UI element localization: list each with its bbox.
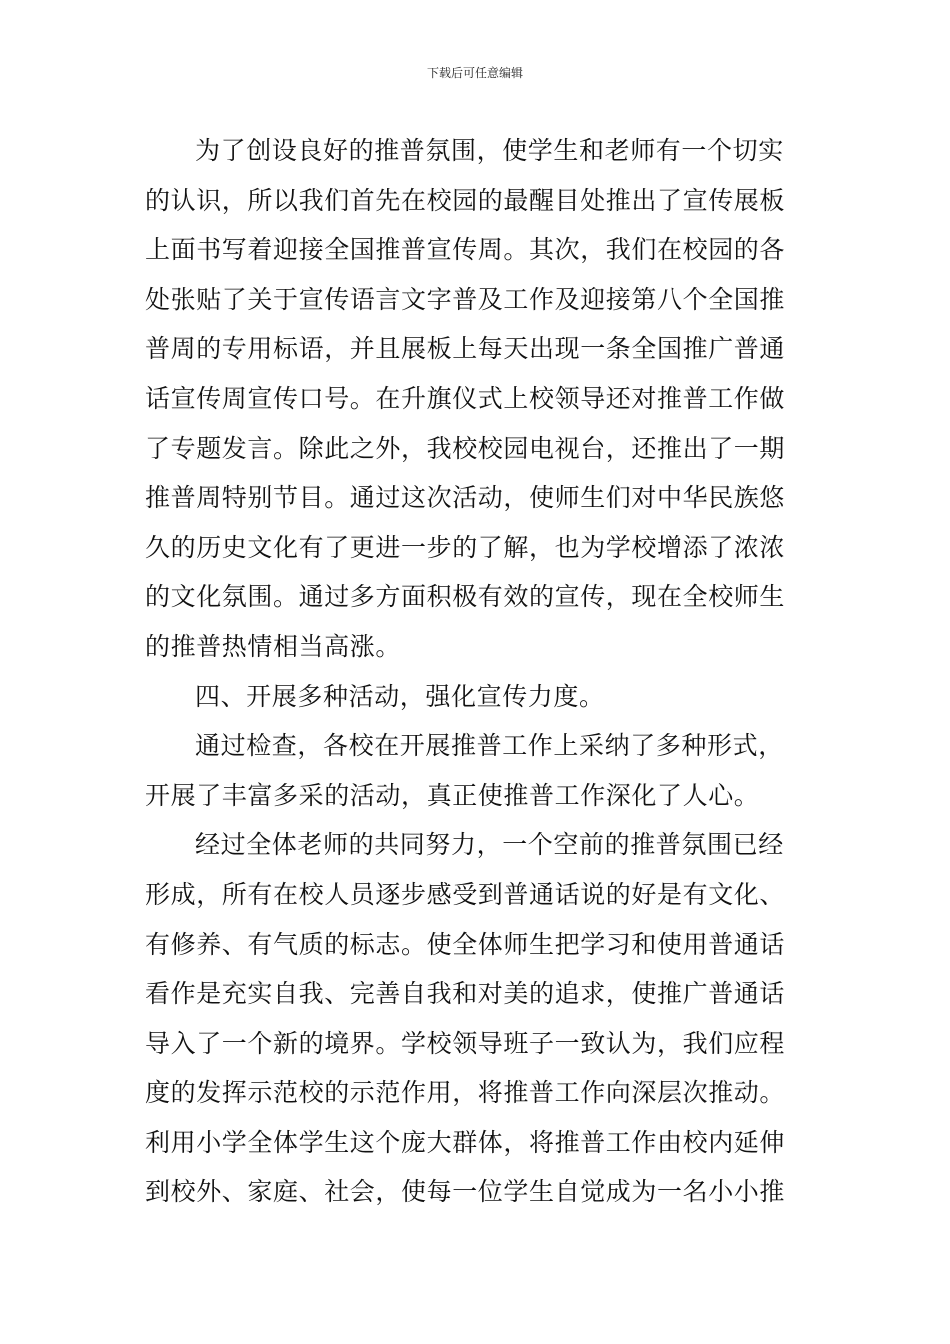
section-heading: 四、开展多种活动，强化宣传力度。 (195, 681, 605, 711)
document-body (145, 126, 805, 1217)
text-line: 推普周特别节目。通过这次活动，使师生们对中华民族悠 (145, 483, 786, 513)
text-line: 的推普热情相当高涨。 (145, 631, 402, 661)
text-line: 话宣传周宣传口号。在升旗仪式上校领导还对推普工作做 (145, 383, 786, 413)
text-line: 上面书写着迎接全国推普宣传周。其次，我们在校园的各 (145, 235, 786, 265)
text-line: 利用小学全体学生这个庞大群体，将推普工作由校内延伸 (145, 1127, 786, 1157)
text-line: 普周的专用标语，并且展板上每天出现一条全国推广普通 (145, 334, 786, 364)
text-line: 导入了一个新的境界。学校领导班子一致认为，我们应程 (145, 1028, 786, 1058)
text-line: 看作是充实自我、完善自我和对美的追求，使推广普通话 (145, 979, 786, 1009)
text-line: 形成，所有在校人员逐步感受到普通话说的好是有文化、 (145, 879, 786, 909)
text-line: 久的历史文化有了更进一步的了解，也为学校增添了浓浓 (145, 532, 786, 562)
text-line: 了专题发言。除此之外，我校校园电视台，还推出了一期 (145, 433, 786, 463)
text-line: 度的发挥示范校的示范作用，将推普工作向深层次推动。 (145, 1078, 786, 1108)
text-line: 为了创设良好的推普氛围，使学生和老师有一个切实 (195, 136, 784, 165)
text-line: 经过全体老师的共同努力，一个空前的推普氛围已经 (195, 830, 784, 860)
text-line: 处张贴了关于宣传语言文字普及工作及迎接第八个全国推 (145, 284, 786, 314)
text-line: 到校外、家庭、社会，使每一位学生自觉成为一名小小推 (145, 1177, 786, 1207)
page-header: 下载后可任意编辑 (426, 66, 523, 80)
text-line: 开展了丰富多采的活动，真正使推普工作深化了人心。 (145, 780, 760, 810)
text-line: 的文化氛围。通过多方面积极有效的宣传，现在全校师生 (145, 582, 786, 612)
text-line: 的认识，所以我们首先在校园的最醒目处推出了宣传展板 (145, 185, 786, 215)
text-line: 有修养、有气质的标志。使全体师生把学习和使用普通话 (145, 929, 786, 959)
text-line: 通过检查，各校在开展推普工作上采纳了多种形式， (195, 731, 784, 761)
